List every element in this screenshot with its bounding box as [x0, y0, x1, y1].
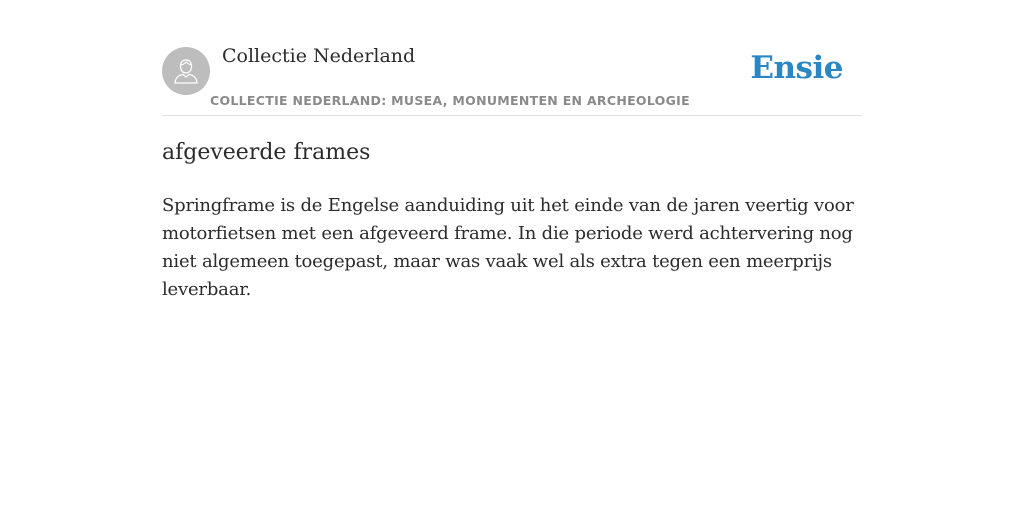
page-title: afgeveerde frames	[162, 140, 371, 165]
article-header	[162, 0, 862, 116]
article-body: Springframe is de Engelse aanduiding uit het einde van de jaren veertig voor motorfietsen met een afgeveerd frame. In die periode werd achtervering nog niet algemeen toegepast, maar was vaak wel als extra tegen een meerprijs leverbaar.	[162, 195, 854, 300]
author-name[interactable]: Collectie Nederland	[222, 45, 416, 67]
ensie-logo[interactable]: Ensie	[750, 50, 843, 86]
source-label[interactable]: COLLECTIE NEDERLAND: MUSEA, MONUMENTEN EN ARCHEOLOGIE	[210, 93, 690, 108]
user-icon	[171, 56, 201, 86]
avatar[interactable]	[162, 47, 210, 95]
